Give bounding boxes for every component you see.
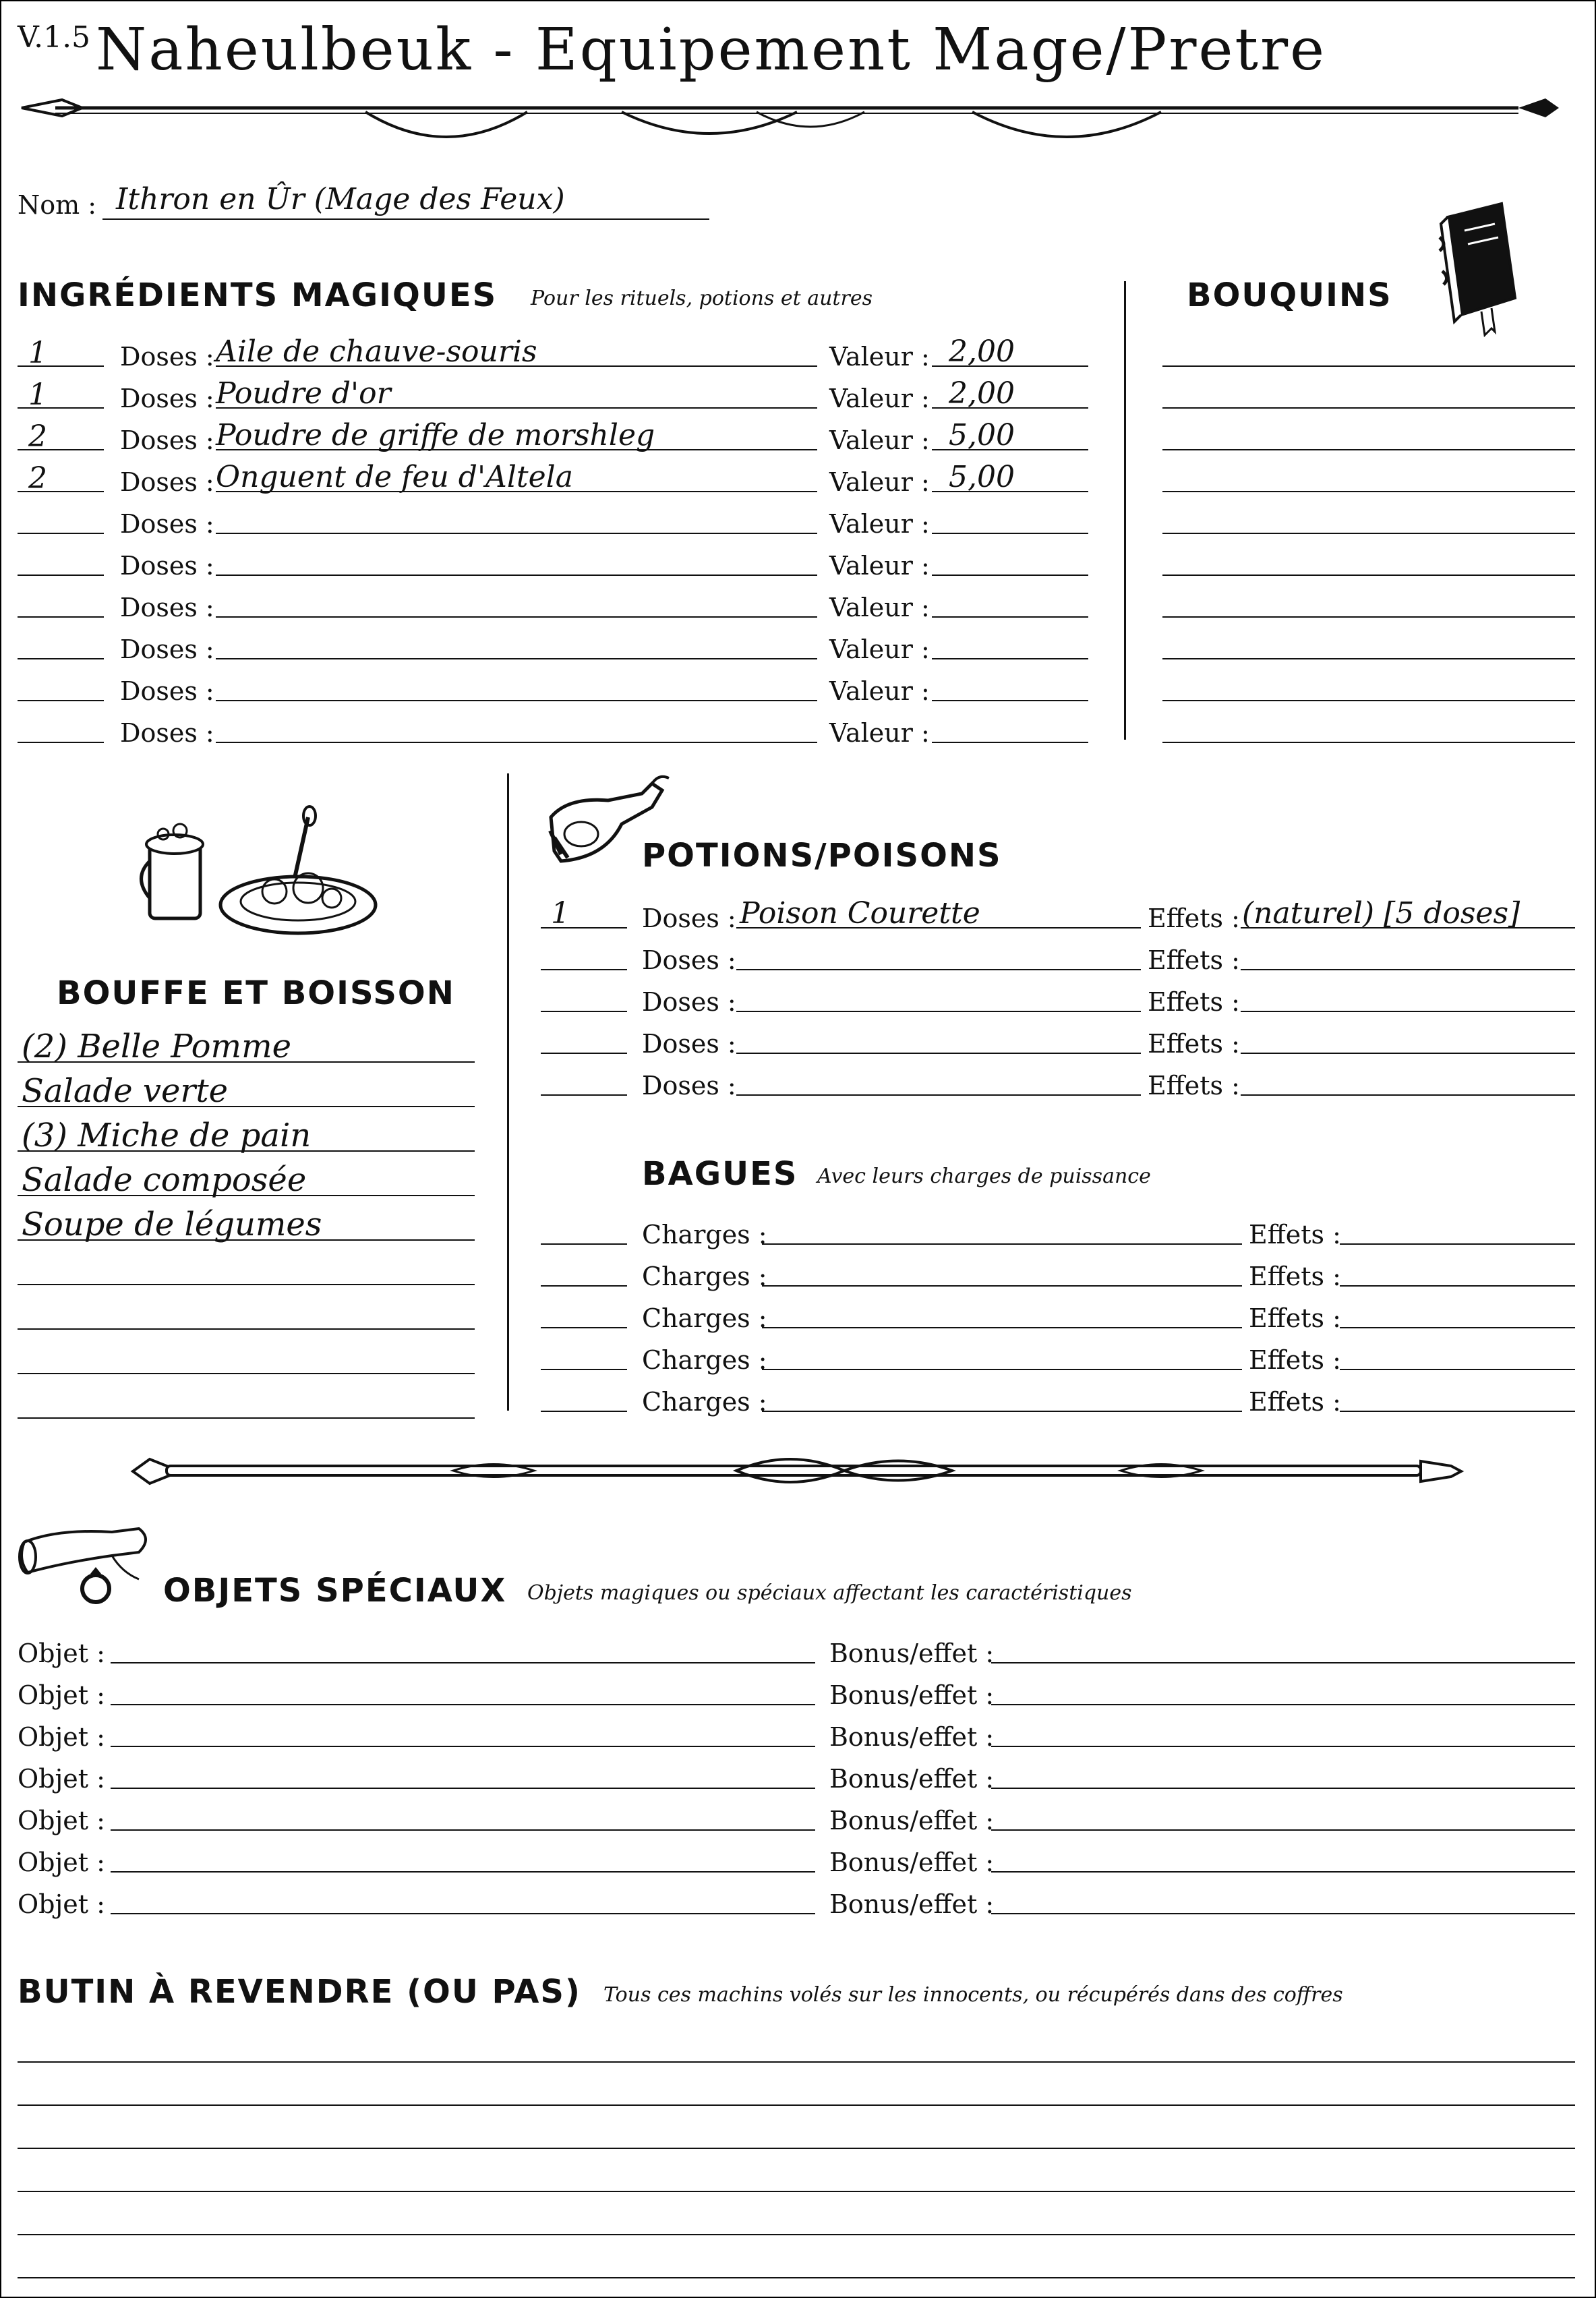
special-title: OBJETS SPÉCIAUX: [163, 1572, 507, 1610]
effects-label: Effets :: [1148, 1029, 1240, 1059]
loot-subtitle: Tous ces machins volés sur les innocents, ou récupérés dans des coffres: [603, 1983, 1343, 2007]
value-label: Valeur :: [829, 593, 930, 622]
ingredient-qty[interactable]: 2: [28, 461, 47, 496]
food-title: BOUFFE ET BOISSON: [57, 974, 455, 1012]
object-label: Objet :: [18, 1764, 105, 1794]
effects-label: Effets :: [1249, 1345, 1341, 1375]
doses-label: Doses :: [120, 676, 214, 706]
effects-label: Effets :: [1148, 945, 1240, 975]
ingredient-name[interactable]: Onguent de feu d'Altela: [216, 460, 573, 494]
bonus-label: Bonus/effet :: [829, 1764, 995, 1794]
special-subtitle: Objets magiques ou spéciaux affectant les caractéristiques: [527, 1581, 1132, 1605]
doses-label: Doses :: [120, 425, 214, 455]
bonus-label: Bonus/effet :: [829, 1806, 995, 1835]
spear-divider-icon: [15, 88, 1566, 148]
effects-label: Effets :: [1249, 1387, 1341, 1417]
food-entry[interactable]: Soupe de légumes: [22, 1206, 322, 1243]
doses-label: Doses :: [642, 987, 736, 1017]
doses-label: Doses :: [642, 1071, 736, 1100]
potion-effect[interactable]: (naturel) [5 doses]: [1242, 896, 1520, 931]
value-label: Valeur :: [829, 425, 930, 455]
loot-title: BUTIN À REVENDRE (OU PAS): [18, 1973, 581, 2011]
ingredient-value[interactable]: 5,00: [949, 418, 1015, 452]
doses-label: Doses :: [120, 551, 214, 581]
bonus-label: Bonus/effet :: [829, 1722, 995, 1752]
ingredient-value[interactable]: 2,00: [949, 376, 1015, 411]
value-label: Valeur :: [829, 676, 930, 706]
bonus-label: Bonus/effet :: [829, 1680, 995, 1710]
potion-qty[interactable]: 1: [551, 896, 570, 931]
doses-label: Doses :: [642, 945, 736, 975]
doses-label: Doses :: [120, 467, 214, 497]
value-label: Valeur :: [829, 635, 930, 664]
staff-divider-icon: [129, 1444, 1465, 1498]
effects-label: Effets :: [1249, 1262, 1341, 1291]
food-entry[interactable]: Salade verte: [22, 1072, 229, 1110]
doses-label: Doses :: [120, 342, 214, 372]
bonus-label: Bonus/effet :: [829, 1889, 995, 1919]
ring-icon: [76, 1566, 116, 1606]
ingredient-name[interactable]: Poudre d'or: [216, 376, 391, 411]
charges-label: Charges :: [642, 1387, 767, 1417]
value-label: Valeur :: [829, 551, 930, 581]
ingredient-value[interactable]: 5,00: [949, 460, 1015, 494]
effects-label: Effets :: [1148, 1071, 1240, 1100]
bonus-label: Bonus/effet :: [829, 1639, 995, 1668]
doses-label: Doses :: [120, 509, 214, 539]
doses-label: Doses :: [642, 1029, 736, 1059]
doses-label: Doses :: [120, 593, 214, 622]
food-entry[interactable]: Salade composée: [22, 1161, 307, 1199]
ingredient-value[interactable]: 2,00: [949, 334, 1015, 369]
potions-title: POTIONS/POISONS: [642, 837, 1002, 875]
ingredients-subtitle: Pour les rituels, potions et autres: [531, 287, 873, 310]
ingredients-title: INGRÉDIENTS MAGIQUES: [18, 276, 498, 314]
name-value[interactable]: Ithron en Ûr (Mage des Feux): [116, 182, 565, 216]
charges-label: Charges :: [642, 1262, 767, 1291]
doses-label: Doses :: [642, 904, 736, 933]
potion-name[interactable]: Poison Courette: [740, 896, 980, 931]
ingredient-qty[interactable]: 1: [28, 336, 47, 370]
ingredient-qty[interactable]: 1: [28, 378, 47, 412]
version-label: V.1.5: [18, 20, 91, 55]
doses-label: Doses :: [120, 384, 214, 413]
name-label: Nom :: [18, 190, 97, 220]
object-label: Objet :: [18, 1806, 105, 1835]
bonus-label: Bonus/effet :: [829, 1848, 995, 1877]
charges-label: Charges :: [642, 1303, 767, 1333]
object-label: Objet :: [18, 1848, 105, 1877]
value-label: Valeur :: [829, 509, 930, 539]
object-label: Objet :: [18, 1680, 105, 1710]
rings-title: BAGUES: [642, 1155, 798, 1193]
food-entry[interactable]: (2) Belle Pomme: [22, 1028, 291, 1065]
object-label: Objet :: [18, 1639, 105, 1668]
value-label: Valeur :: [829, 342, 930, 372]
value-label: Valeur :: [829, 384, 930, 413]
value-label: Valeur :: [829, 718, 930, 748]
charges-label: Charges :: [642, 1345, 767, 1375]
doses-label: Doses :: [120, 635, 214, 664]
mug-and-plate-icon: [140, 804, 379, 939]
ingredient-name[interactable]: Aile de chauve-souris: [216, 334, 537, 369]
page-title: Naheulbeuk - Equipement Mage/Pretre: [96, 16, 1326, 84]
value-label: Valeur :: [829, 467, 930, 497]
doses-label: Doses :: [120, 718, 214, 748]
ingredient-name[interactable]: Poudre de griffe de morshleg: [216, 418, 655, 452]
books-title: BOUQUINS: [1187, 276, 1392, 314]
book-icon: [1434, 197, 1522, 338]
effects-label: Effets :: [1148, 987, 1240, 1017]
rings-subtitle: Avec leurs charges de puissance: [817, 1165, 1151, 1188]
effects-label: Effets :: [1249, 1220, 1341, 1249]
ingredient-qty[interactable]: 2: [28, 419, 47, 454]
charges-label: Charges :: [642, 1220, 767, 1249]
object-label: Objet :: [18, 1889, 105, 1919]
food-entry[interactable]: (3) Miche de pain: [22, 1117, 312, 1154]
object-label: Objet :: [18, 1722, 105, 1752]
effects-label: Effets :: [1249, 1303, 1341, 1333]
effects-label: Effets :: [1148, 904, 1240, 933]
